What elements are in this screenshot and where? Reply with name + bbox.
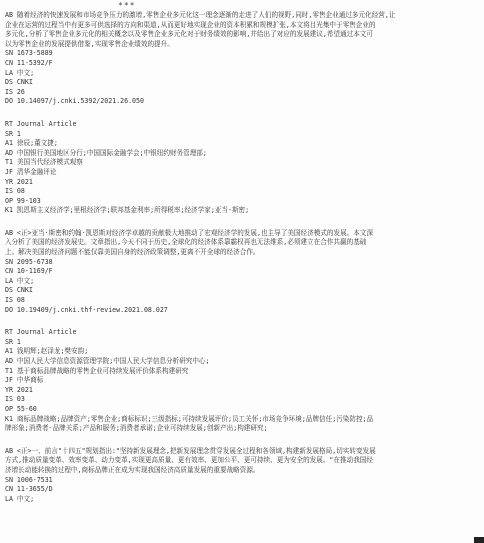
text-line: SN 2095-6738 <box>5 257 53 266</box>
text-line: T1 基于商标品牌战略的零售企业可持续发展评价体系构建研究 <box>5 366 189 375</box>
text-line: YR 2021 <box>5 385 33 394</box>
record-1 <box>5 11 477 107</box>
text-line: T1 美国当代经济模式观察 <box>5 158 83 167</box>
record-2 <box>5 120 477 216</box>
text-line: SR 1 <box>5 129 21 138</box>
text-line: CN 11-3655/D <box>5 485 53 494</box>
text-line: DS CNKI <box>5 78 33 87</box>
text-line: 上。解决美国的经济问题不能仅靠美国自身的经济政策调整,更离不开全球的经济合作。 <box>5 248 260 257</box>
text-line: IS 26 <box>5 87 25 96</box>
text-line: 以为零售企业的发展提供借鉴,实现零售企业绩效的提升。 <box>5 39 174 48</box>
text-line: CN 11-5392/F <box>5 58 53 67</box>
record-text <box>5 11 477 504</box>
text-line: OP 99-103 <box>5 196 41 205</box>
text-line: IS 03 <box>5 395 25 404</box>
text-line: SR 1 <box>5 337 21 346</box>
text-line: LA 中文; <box>5 68 35 77</box>
spacer <box>5 107 477 120</box>
text-line: A1 徐辰;董文捷; <box>5 139 58 148</box>
text-line: OP 55-60 <box>5 404 37 413</box>
text-line: RT Journal Article <box>5 119 77 128</box>
text-line: 入分析了美国的经济发展史。文章指出,今天不同于历史,全球化的经济体系靠霸权再也无法维系,必须建立在合作共赢的基础 <box>5 238 367 247</box>
text-line: AD 中国银行美国地区分行;中国国际金融学会;中银纽约财务管理部; <box>5 148 207 157</box>
text-line: LA 中文; <box>5 276 35 285</box>
text-line: SN 1673-5889 <box>5 49 53 58</box>
text-line: DO 10.19409/j.cnki.thf-review.2021.08.027 <box>5 305 168 314</box>
record-5 <box>5 447 477 505</box>
text-line: K1 凯恩斯主义经济学;里根经济学;联邦基金利率;所得税率;经济学家;亚当·斯密; <box>5 206 250 215</box>
separator-mark: *** <box>118 1 136 10</box>
text-line: AB <正>一、前言"十四五"规划指出:"坚持新发展理念,把新发展理念贯穿发展全过程和各领域,构建新发展格局,切实转变发展 <box>5 446 376 455</box>
spacer <box>5 315 477 328</box>
text-line: CN 10-1169/F <box>5 267 53 276</box>
text-line: 多元化,分析了零售企业多元化的相关概念以及零售企业多元化对于财务绩效的影响,并给出了对应的发展建议,希望通过本文可 <box>5 30 373 39</box>
spacer <box>5 216 477 229</box>
text-line: SN 1006-7531 <box>5 475 53 484</box>
text-line: AD 中国人民大学信息资源管理学院;中国人民大学信息分析研究中心; <box>5 357 210 365</box>
text-line: AB <正>亚当·斯密和约翰·凯恩斯对经济学卓越的贡献极大地推动了宏观经济学的发展,也主导了美国经济模式的发展。本文深 <box>5 228 374 237</box>
text-line: 方式,推动质量变革、效率变革、动力变革,实现更高质量、更有效率、更加公平、更可持续、更为安全的发展。"在推动我国经 <box>5 456 373 465</box>
text-line: LA 中文; <box>5 494 35 503</box>
text-line: A1 钱明辉;赵泽龙;樊安韵; <box>5 347 89 356</box>
text-line: AB 随着经济的快速发展和市场竞争压力的激增,零售企业多元化这一理念逐渐的走进了人们的视野,同时,零售企业通过多元化经营,让 <box>5 11 396 19</box>
text-line: JF 中华商标 <box>5 376 44 385</box>
text-line: JF 清华金融评论 <box>5 167 57 176</box>
spacer <box>5 434 477 447</box>
text-line: DS CNKI <box>5 286 33 295</box>
text-line: 企业在运营的过程当中有更多可供选择的方向和渠道,从而更好地实现企业的资本积累和规模扩张,本文将目光集中于零售企业的 <box>5 20 376 29</box>
record-3 <box>5 229 477 315</box>
record-4 <box>5 328 477 434</box>
text-line: K1 商标品牌战略;品牌资产;零售企业;商标标识;三级指标;可持续发展评价;员工关怀;市场竞争环境;品牌信任;污染防控;品 <box>5 414 374 423</box>
text-line: RT Journal Article <box>5 328 77 337</box>
text-line: IS 08 <box>5 296 25 305</box>
text-line: DO 10.14097/j.cnki.5392/2021.26.050 <box>5 97 144 106</box>
text-line: 济增长动能转换的过程中,商标品牌正在成为实现我国经济高质量发展的重要战略资源。 <box>5 465 260 474</box>
text-line: IS 08 <box>5 187 25 196</box>
text-line: YR 2021 <box>5 177 33 186</box>
text-line: 牌形象;消费者-品牌关系;产品和服务;消费者承诺;企业可持续发展;创新产出;构建研究; <box>5 424 268 433</box>
page-corner-mark <box>474 537 484 543</box>
